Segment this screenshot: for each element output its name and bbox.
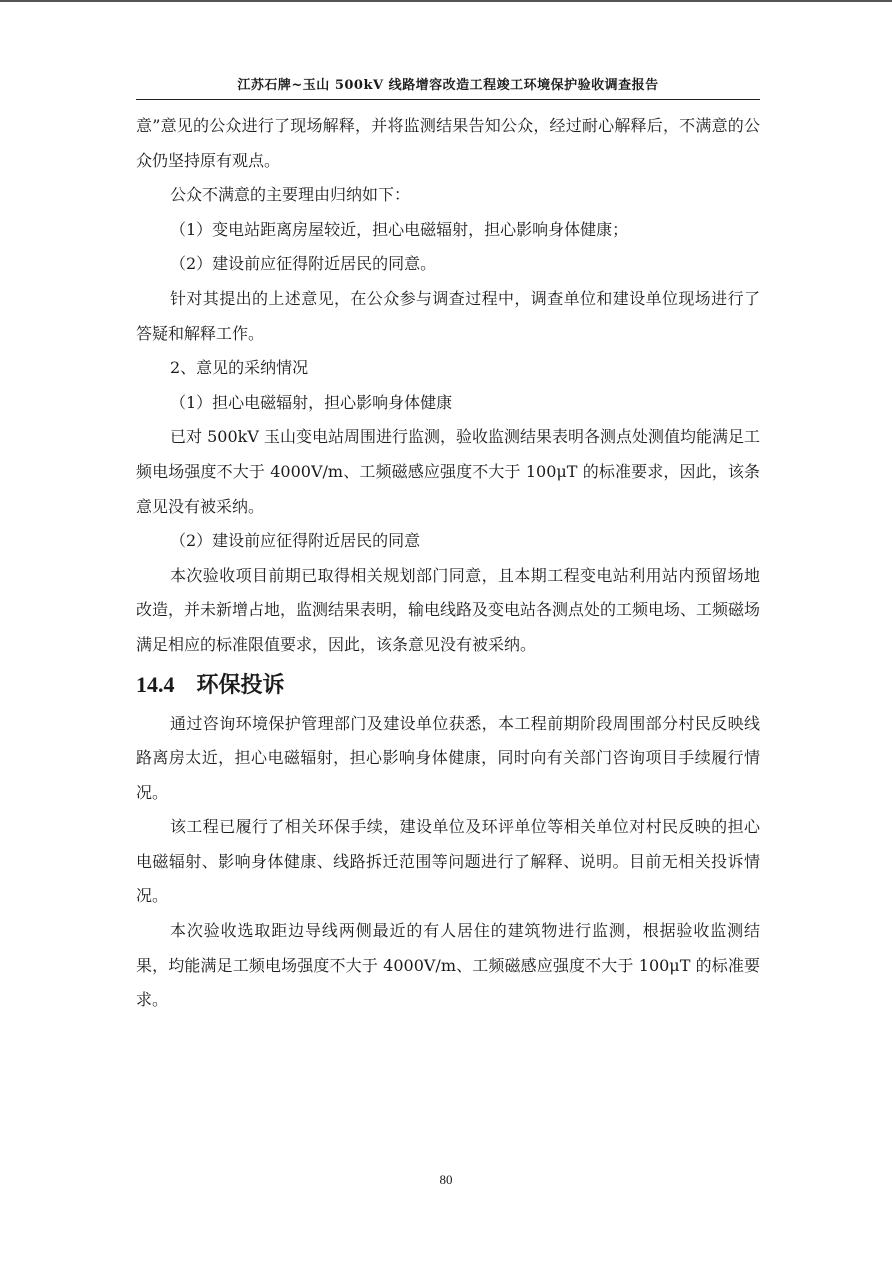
header-rule [136,99,760,100]
paragraph-monitoring-result: 已对 500kV 玉山变电站周围进行监测，验收监测结果表明各测点处测值均能满足工频电场强度不大于 4000V/m、工频磁感应强度不大于 100μT 的标准要求，因此，该条意见没有被采纳。 [136,427,760,516]
subheading-adoption: 2、意见的采纳情况 [170,358,309,378]
paragraph-complaints-2: 该工程已履行了相关环保手续，建设单位及环评单位等相关单位对村民反映的担心电磁辐射、影响身体健康、线路拆迁范围等问题进行了解释、说明。目前无相关投诉情况。 [136,817,760,906]
paragraph-continuation: 意”意见的公众进行了现场解释，并将监测结果告知公众，经过耐心解释后，不满意的公众仍坚持原有观点。 [136,116,760,170]
running-header: 江苏石牌~玉山 500kV 线路增容改造工程竣工环境保护验收调查报告 [237,78,659,93]
paragraph-complaints-1: 通过咨询环境保护管理部门及建设单位获悉，本工程前期阶段周围部分村民反映线路离房太近，担心电磁辐射，担心影响身体健康，同时向有关部门咨询项目手续履行情况。 [136,713,760,802]
paragraph-complaints-3: 本次验收选取距边导线两侧最近的有人居住的建筑物进行监测，根据验收监测结果，均能满足工频电场强度不大于 4000V/m、工频磁感应强度不大于 100μT 的标准要求。 [136,921,760,1010]
list-item-concern-1: （1）担心电磁辐射，担心影响身体健康 [170,392,453,412]
page-number: 80 [439,1172,453,1187]
list-item-concern-2: （2）建设前应征得附近居民的同意 [170,531,421,551]
list-item-reason-2: （2）建设前应征得附近居民的同意。 [170,254,437,274]
list-item-reason-1: （1）变电站距离房屋较近，担心电磁辐射，担心影响身体健康； [170,219,629,239]
document-body [136,109,760,1018]
page-top-border [0,0,892,2]
paragraph-reasons-intro: 公众不满意的主要理由归纳如下： [170,185,411,205]
section-heading [136,663,760,707]
paragraph-approval: 本次验收项目前期已取得相关规划部门同意，且本期工程变电站利用站内预留场地改造，并未新增占地，监测结果表明，输电线路及变电站各测点处的工频电场、工频磁场满足相应的标准限值要求，因此，该条意见没有被采纳。 [136,565,761,654]
paragraph-response: 针对其提出的上述意见，在公众参与调查过程中，调查单位和建设单位现场进行了答疑和解释工作。 [136,288,760,343]
section-number: 14.4 [136,671,175,697]
section-title: 环保投诉 [196,671,285,698]
